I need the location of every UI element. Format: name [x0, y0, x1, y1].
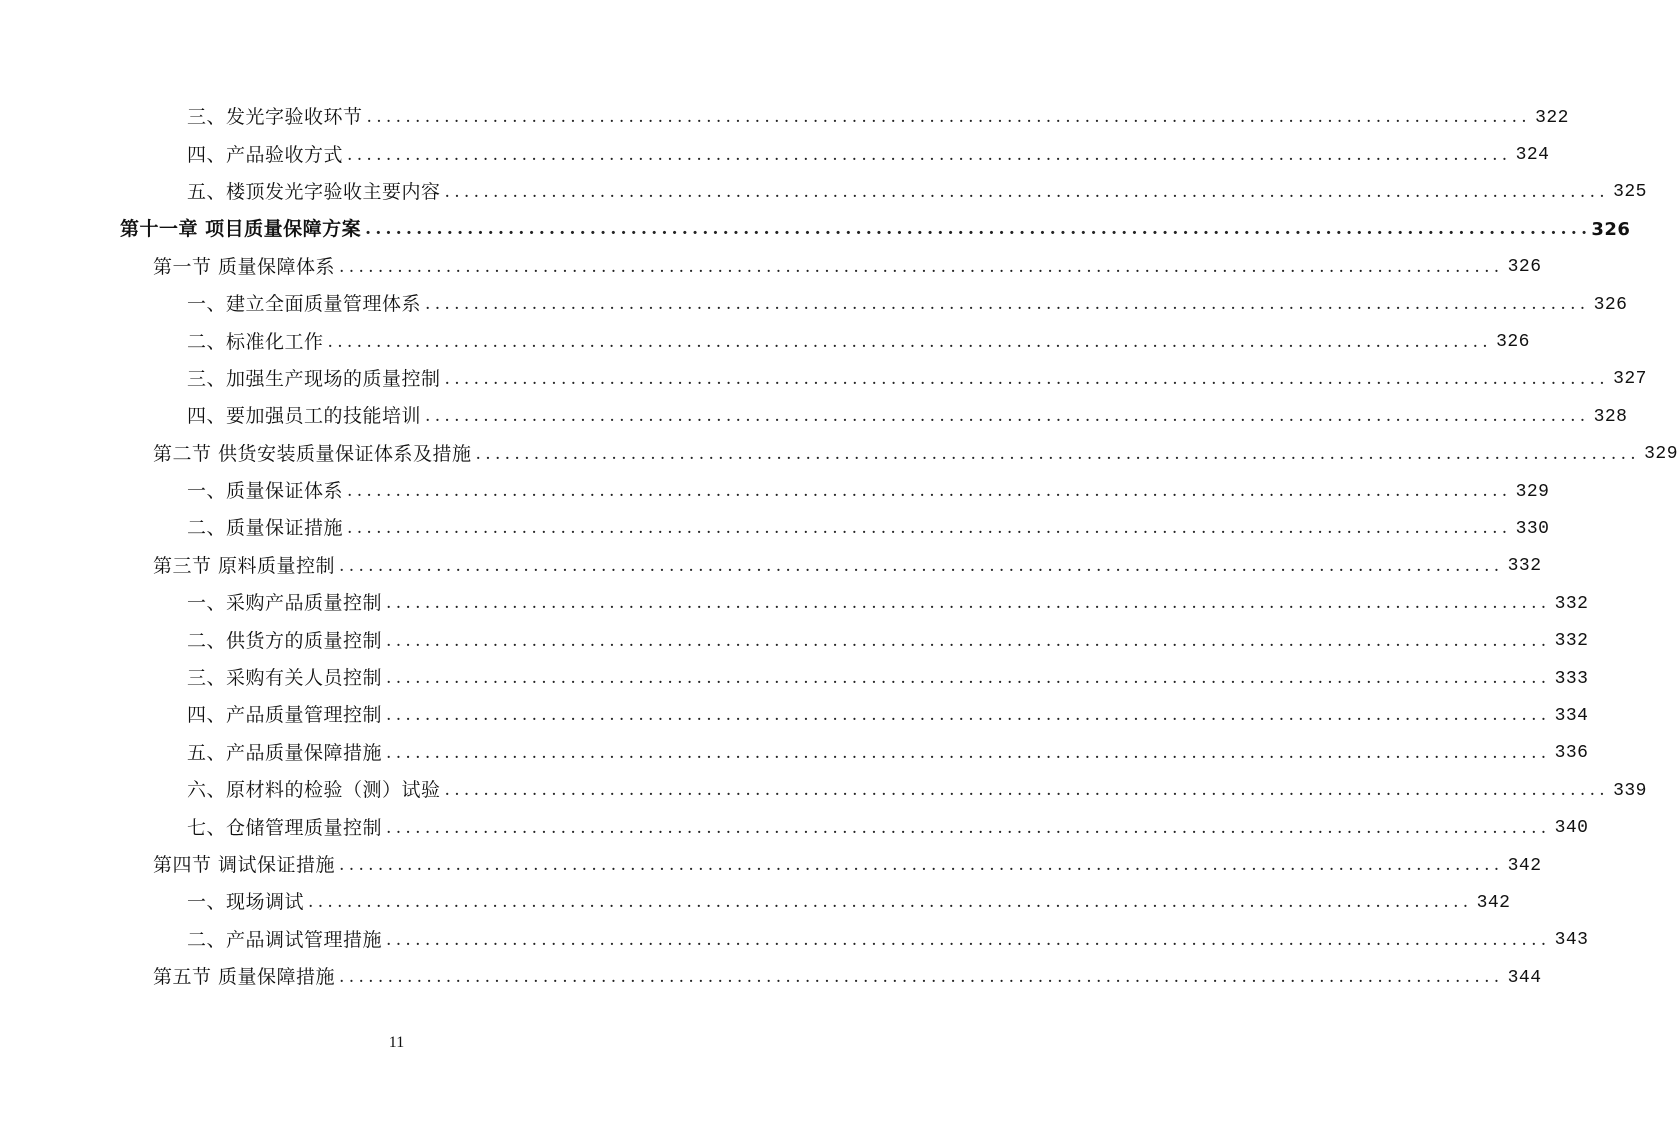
toc-entry-page: 325 — [1613, 182, 1647, 203]
toc-entry-title: 第五节 质量保障措施 — [153, 966, 336, 989]
toc-entry-item[interactable] — [0, 136, 1550, 173]
toc-entry-item[interactable] — [0, 174, 1647, 211]
toc-entry-page: 342 — [1476, 892, 1511, 913]
dot-leader: ........................................................................................................................ — [347, 144, 1512, 165]
toc-entry-item[interactable] — [0, 772, 1647, 809]
dot-leader: ........................................................................................................................ — [386, 742, 1551, 763]
dot-leader: ........................................................................................................................ — [386, 668, 1551, 689]
toc-entry-item[interactable] — [0, 361, 1647, 398]
toc-entry-title: 第一节 质量保障体系 — [153, 255, 336, 278]
toc-entry-page: 322 — [1535, 107, 1569, 128]
toc-entry-title: 五、产品质量保障措施 — [187, 741, 383, 764]
dot-leader: ........................................................................................................................ — [339, 855, 1504, 875]
toc-entry-page: 336 — [1554, 743, 1589, 764]
toc-entry-title: 四、要加强员工的技能培训 — [187, 405, 422, 428]
toc-entry-page: 334 — [1554, 705, 1589, 726]
toc-entry-title: 第三节 原料质量控制 — [153, 554, 336, 577]
dot-leader: ........................................................................................................................ — [347, 518, 1512, 539]
toc-entry-page: 329 — [1644, 444, 1678, 465]
toc-entry-page: 339 — [1613, 780, 1647, 801]
toc-entry-page: 343 — [1554, 930, 1589, 951]
toc-entry-page: 333 — [1554, 668, 1589, 689]
toc-entry-item[interactable] — [0, 286, 1628, 323]
toc-entry-item[interactable] — [0, 922, 1589, 959]
toc-entry-page: 342 — [1507, 855, 1542, 876]
dot-leader: ........................................................................................................................ — [366, 107, 1531, 128]
toc-entry-item[interactable] — [0, 697, 1589, 734]
dot-leader: ........................................................................................................................ — [444, 368, 1609, 389]
toc-entry-page: 330 — [1515, 518, 1550, 539]
dot-leader: ........................................................................................................................ — [339, 256, 1504, 277]
dot-leader: ........................................................................................................................ — [327, 331, 1492, 352]
dot-leader: ........................................................................................................................ — [347, 481, 1512, 502]
toc-entry-title: 四、产品质量管理控制 — [187, 704, 383, 727]
toc-entry-item[interactable] — [0, 735, 1589, 772]
toc-entry-page: 332 — [1554, 631, 1589, 652]
toc-entry-page: 328 — [1593, 406, 1628, 427]
dot-leader: ........................................................................................................................ — [365, 219, 1592, 240]
toc-entry-page: 332 — [1507, 556, 1542, 577]
toc-entry-title: 一、现场调试 — [187, 891, 305, 914]
toc-entry-section[interactable] — [0, 436, 1678, 473]
toc-entry-title: 第二节 供货安装质量保证体系及措施 — [153, 442, 472, 465]
dot-leader: ........................................................................................................................ — [386, 817, 1551, 838]
dot-leader: ........................................................................................................................ — [444, 181, 1609, 202]
toc-entry-item[interactable] — [0, 884, 1511, 921]
toc-entry-page: 332 — [1554, 593, 1589, 614]
toc-entry-title: 二、质量保证措施 — [187, 517, 344, 540]
page-number: 11 — [388, 1034, 405, 1051]
dot-leader: ........................................................................................................................ — [339, 967, 1504, 988]
toc-entry-page: 324 — [1515, 145, 1550, 166]
toc-entry-chapter[interactable] — [0, 211, 1631, 248]
toc-entry-item[interactable] — [0, 398, 1628, 435]
toc-entry-page: 326 — [1496, 332, 1530, 353]
dot-leader: ........................................................................................................................ — [386, 593, 1551, 614]
toc-entry-title: 二、产品调试管理措施 — [187, 928, 383, 951]
dot-leader: ........................................................................................................................ — [444, 780, 1609, 801]
toc-entry-title: 二、标准化工作 — [187, 330, 324, 353]
toc-entry-section[interactable] — [0, 847, 1542, 884]
toc-entry-item[interactable] — [0, 323, 1530, 360]
dot-leader: ........................................................................................................................ — [425, 294, 1590, 315]
toc-entry-page: 326 — [1591, 218, 1631, 240]
table-of-contents — [0, 99, 1678, 996]
toc-entry-title: 三、采购有关人员控制 — [187, 667, 383, 690]
toc-entry-item[interactable] — [0, 585, 1589, 622]
toc-entry-title: 一、建立全面质量管理体系 — [187, 293, 422, 316]
toc-entry-title: 四、产品验收方式 — [187, 143, 344, 166]
toc-entry-page: 329 — [1515, 481, 1550, 502]
toc-entry-section[interactable] — [0, 959, 1542, 996]
toc-entry-page: 327 — [1613, 369, 1647, 390]
toc-entry-title: 五、楼顶发光字验收主要内容 — [187, 180, 441, 203]
toc-entry-section[interactable] — [0, 249, 1542, 286]
dot-leader: ........................................................................................................................ — [339, 555, 1504, 576]
dot-leader: ........................................................................................................................ — [386, 705, 1551, 726]
toc-entry-title: 第四节 调试保证措施 — [153, 854, 336, 876]
toc-entry-title: 第十一章 项目质量保障方案 — [120, 218, 362, 241]
toc-entry-item[interactable] — [0, 809, 1589, 846]
toc-entry-item[interactable] — [0, 622, 1589, 659]
toc-entry-title: 一、质量保证体系 — [187, 480, 344, 503]
toc-entry-title: 一、采购产品质量控制 — [187, 592, 383, 615]
toc-entry-title: 二、供货方的质量控制 — [187, 629, 383, 652]
dot-leader: ........................................................................................................................ — [425, 406, 1590, 427]
toc-entry-page: 326 — [1593, 294, 1628, 315]
toc-entry-title: 三、加强生产现场的质量控制 — [187, 367, 441, 390]
toc-entry-page: 326 — [1507, 257, 1542, 278]
toc-entry-item[interactable] — [0, 99, 1569, 136]
dot-leader: ........................................................................................................................ — [386, 929, 1551, 950]
toc-entry-section[interactable] — [0, 548, 1542, 585]
toc-entry-page: 340 — [1554, 818, 1589, 839]
dot-leader: ........................................................................................................................ — [308, 892, 1473, 913]
toc-entry-title: 六、原材料的检验（测）试验 — [187, 779, 441, 802]
toc-entry-item[interactable] — [0, 510, 1550, 547]
toc-entry-page: 344 — [1507, 967, 1542, 988]
toc-entry-title: 七、仓储管理质量控制 — [187, 816, 383, 839]
toc-entry-item[interactable] — [0, 473, 1550, 510]
dot-leader: ........................................................................................................................ — [475, 443, 1641, 464]
toc-entry-item[interactable] — [0, 660, 1589, 697]
dot-leader: ........................................................................................................................ — [386, 630, 1551, 651]
toc-entry-title: 三、发光字验收环节 — [187, 106, 363, 129]
